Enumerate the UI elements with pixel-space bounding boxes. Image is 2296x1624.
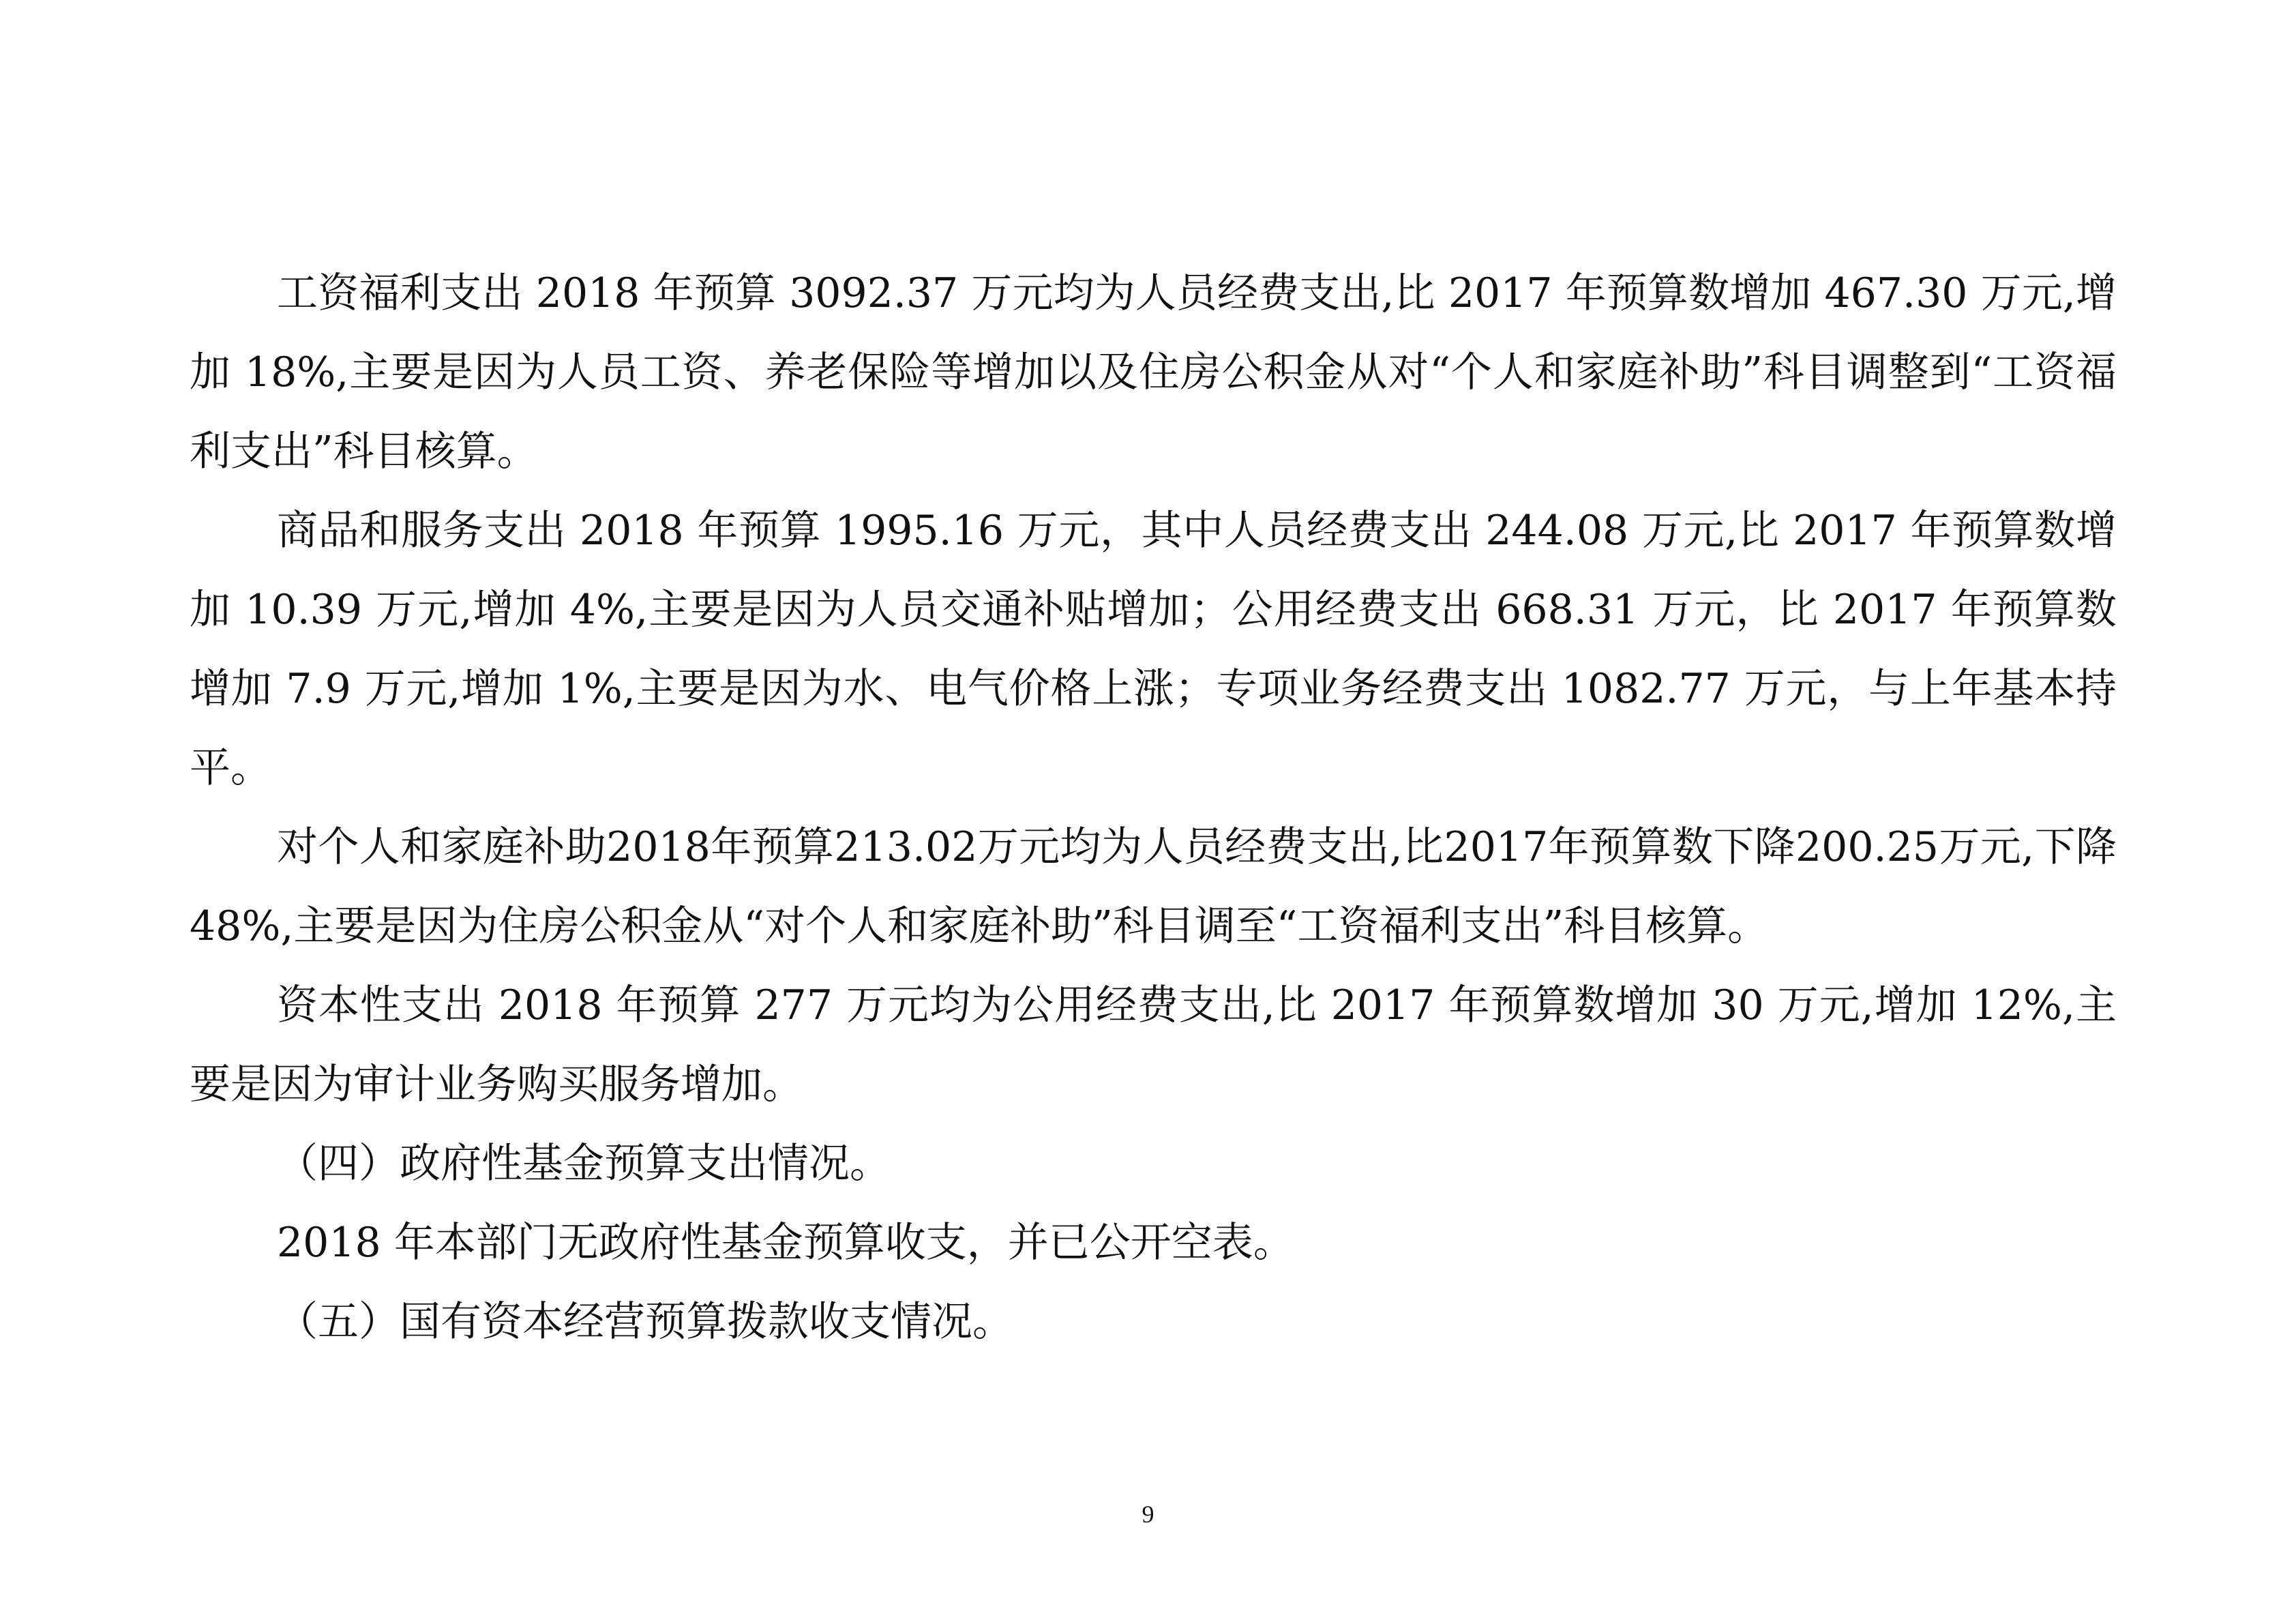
section-heading-government-fund: （四）政府性基金预算支出情况。 [277, 1140, 891, 1187]
page-number: 9 [1142, 1501, 1154, 1528]
paragraph-capital-expenditure: 资本性支出 2018 年预算 277 万元均为公用经费支出,比 2017 年预算数增加 30 万元,增加 12%,主要是因为审计业务购买服务增加。 [190, 981, 2117, 1108]
document-body [190, 254, 2117, 1361]
paragraph-personal-family-subsidy: 对个人和家庭补助2018年预算213.02万元均为人员经费支出,比2017年预算数下降200.25万元,下降 48%,主要是因为住房公积金从“对个人和家庭补助”科目调至“工资福利支出”科目核算。 [190, 823, 2117, 950]
section-text-government-fund: 2018 年本部门无政府性基金预算收支，并已公开空表。 [277, 1219, 1294, 1267]
paragraph-goods-services: 商品和服务支出 2018 年预算 1995.16 万元，其中人员经费支出 244.08 万元,比 2017 年预算数增加 10.39 万元,增加 4%,主要是因为人员交通补贴增加；公用经费支出 668.31 万元，比 2017 年预算数增加 7.9 万元,增加 1%,主要是因为水、电气价格上涨；专项业务经费支出 1082.77 万元，与上年基本持平。 [190, 507, 2117, 792]
section-heading-state-capital: （五）国有资本经营预算拨款收支情况。 [277, 1298, 1013, 1346]
paragraph-salary-welfare: 工资福利支出 2018 年预算 3092.37 万元均为人员经费支出,比 2017 年预算数增加 467.30 万元,增加 18%,主要是因为人员工资、养老保险等增加以及住房公积金从对“个人和家庭补助”科目调整到“工资福利支出”科目核算。 [190, 269, 2117, 475]
